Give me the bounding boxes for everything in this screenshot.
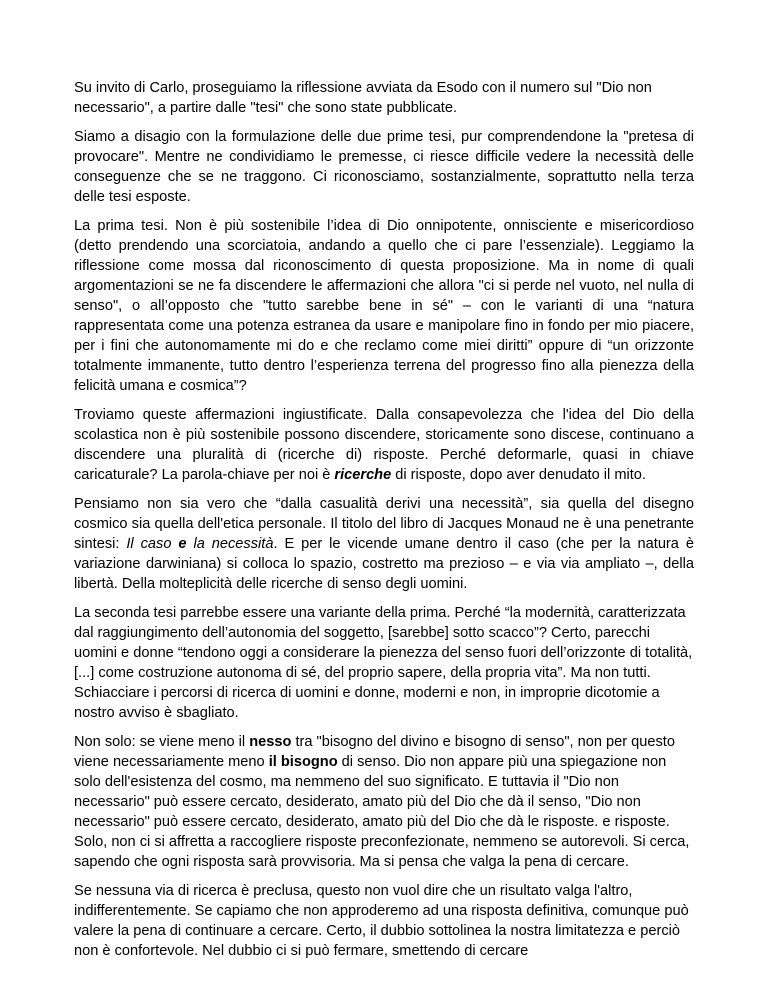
book-title-part: Il caso	[126, 536, 172, 552]
paragraph-text: . E per le vicende umane dentro il caso (che per la natura è variazione darwiniana) si colloca lo spazio, costretto ma prezioso – e via via ampliato –, della libertà. Della molteplicità delle ricerche di senso degli uomini.	[74, 536, 694, 592]
paragraph-first-thesis: La prima tesi. Non è più sostenibile l’idea di Dio onnipotente, onnisciente e misericordioso (detto prendendo una scorciatoia, andando a quello che ci pare l’essenziale). Leggiamo la riflessione come mossa dal riconoscimento di questa proposizione. Ma in nome di quali argomentazioni se ne fa discendere le affermazioni che allora "ci si perde nel vuoto, nel nulla di senso", o all’opposto che "tutto sarebbe bene in sé" – con le varianti di una “natura rappresentata come una potenza estranea da usare e manipolare fino in fondo per mio piacere, per i fini che autonomamente mi do e che reclamo come miei diritti” oppure di “un orizzonte totalmente immanente, tutto dentro l’esperienza terrena del progresso fino alla pienezza della felicità umana e cosmica”?	[74, 218, 694, 394]
paragraph-unjustified	[74, 405, 694, 485]
paragraph-text: tra "bisogno del divino e bisogno di senso", non per questo viene necessariamente meno	[74, 734, 675, 770]
emphasis-ricerche: ricerche	[334, 467, 392, 483]
paragraph-nesso	[74, 732, 694, 872]
paragraph-research: Se nessuna via di ricerca è preclusa, questo non vuol dire che un risultato valga l'altro, indifferentemente. Se capiamo che non approderemo ad una risposta definitiva, comunque può valere la pena di continuare a cercare. Certo, il dubbio sottolinea la nostra limitatezza e perciò non è confortevole. Nel dubbio ci si può fermare, smettendo di cercare	[74, 883, 689, 959]
paragraph-text: di senso. Dio non appare più una spiegazione non solo dell'esistenza del cosmo, ma nemmeno del suo significato. E tuttavia il "Dio non necessario" può essere cercato, desiderato, amato più del Dio che dà il senso, "Dio non necessario" può essere cercato, desiderato, amato più del Dio che dà le risposte. e risposte. Solo, non ci si affretta a raccogliere risposte preconfezionate, nemmeno se autorevoli. Si cerca, sapendo che ogni risposta sarà provvisoria. Ma si pensa che valga la pena di cercare.	[74, 754, 690, 870]
paragraph-intro: Su invito di Carlo, proseguiamo la riflessione avviata da Esodo con il numero sul "Dio non necessario", a partire dalle "tesi" che sono state pubblicate.	[74, 80, 652, 116]
book-title-part: la necessità	[193, 536, 274, 552]
paragraph-text: di risposte, dopo aver denudato il mito.	[391, 467, 646, 483]
paragraph-text: Troviamo queste affermazioni ingiustificate. Dalla consapevolezza che l'idea del Dio della scolastica non è più sostenibile possono discendere, storicamente sono discese, continuano a discendere una pluralità di (ricerche di) risposte. Perché deformarle, quasi in chiave caricaturale? La parola-chiave per noi è	[74, 407, 694, 483]
book-title-join: e	[171, 536, 194, 552]
paragraph-second-thesis: La seconda tesi parrebbe essere una variante della prima. Perché “la modernità, caratterizzata dal raggiungimento dell’autonomia del soggetto, [sarebbe] sotto scacco”? Certo, parecchi uomini e donne “tendono oggi a considerare la pienezza del senso fuori dell’orizzonte di totalità, [...] come costruzione autonoma di sé, del proprio sapere, della propria vita”. Ma non tutti. Schiacciare i percorsi di ricerca di uomini e donne, moderni e non, in improprie dicotomie a nostro avviso è sbagliato.	[74, 605, 693, 721]
bold-nesso: nesso	[249, 734, 292, 750]
paragraph-text: Non solo: se viene meno il	[74, 734, 250, 750]
paragraph-text: Pensiamo non sia vero che “dalla casualità derivi una necessità”, sia quella del disegno cosmico sia quella dell'etica personale. Il titolo del libro di Jacques Monaud ne è una penetrante sintesi:	[74, 496, 694, 552]
bold-il-bisogno: il bisogno	[268, 754, 338, 770]
paragraph-chance-necessity	[74, 494, 694, 594]
paragraph-discomfort: Siamo a disagio con la formulazione delle due prime tesi, pur comprendendone la "pretesa di provocare". Mentre ne condividiamo le premesse, ci riesce difficile vedere la necessità delle conseguenze che se ne traggono. Ci riconosciamo, sostanzialmente, soprattutto nella terza delle tesi esposte.	[74, 129, 694, 205]
